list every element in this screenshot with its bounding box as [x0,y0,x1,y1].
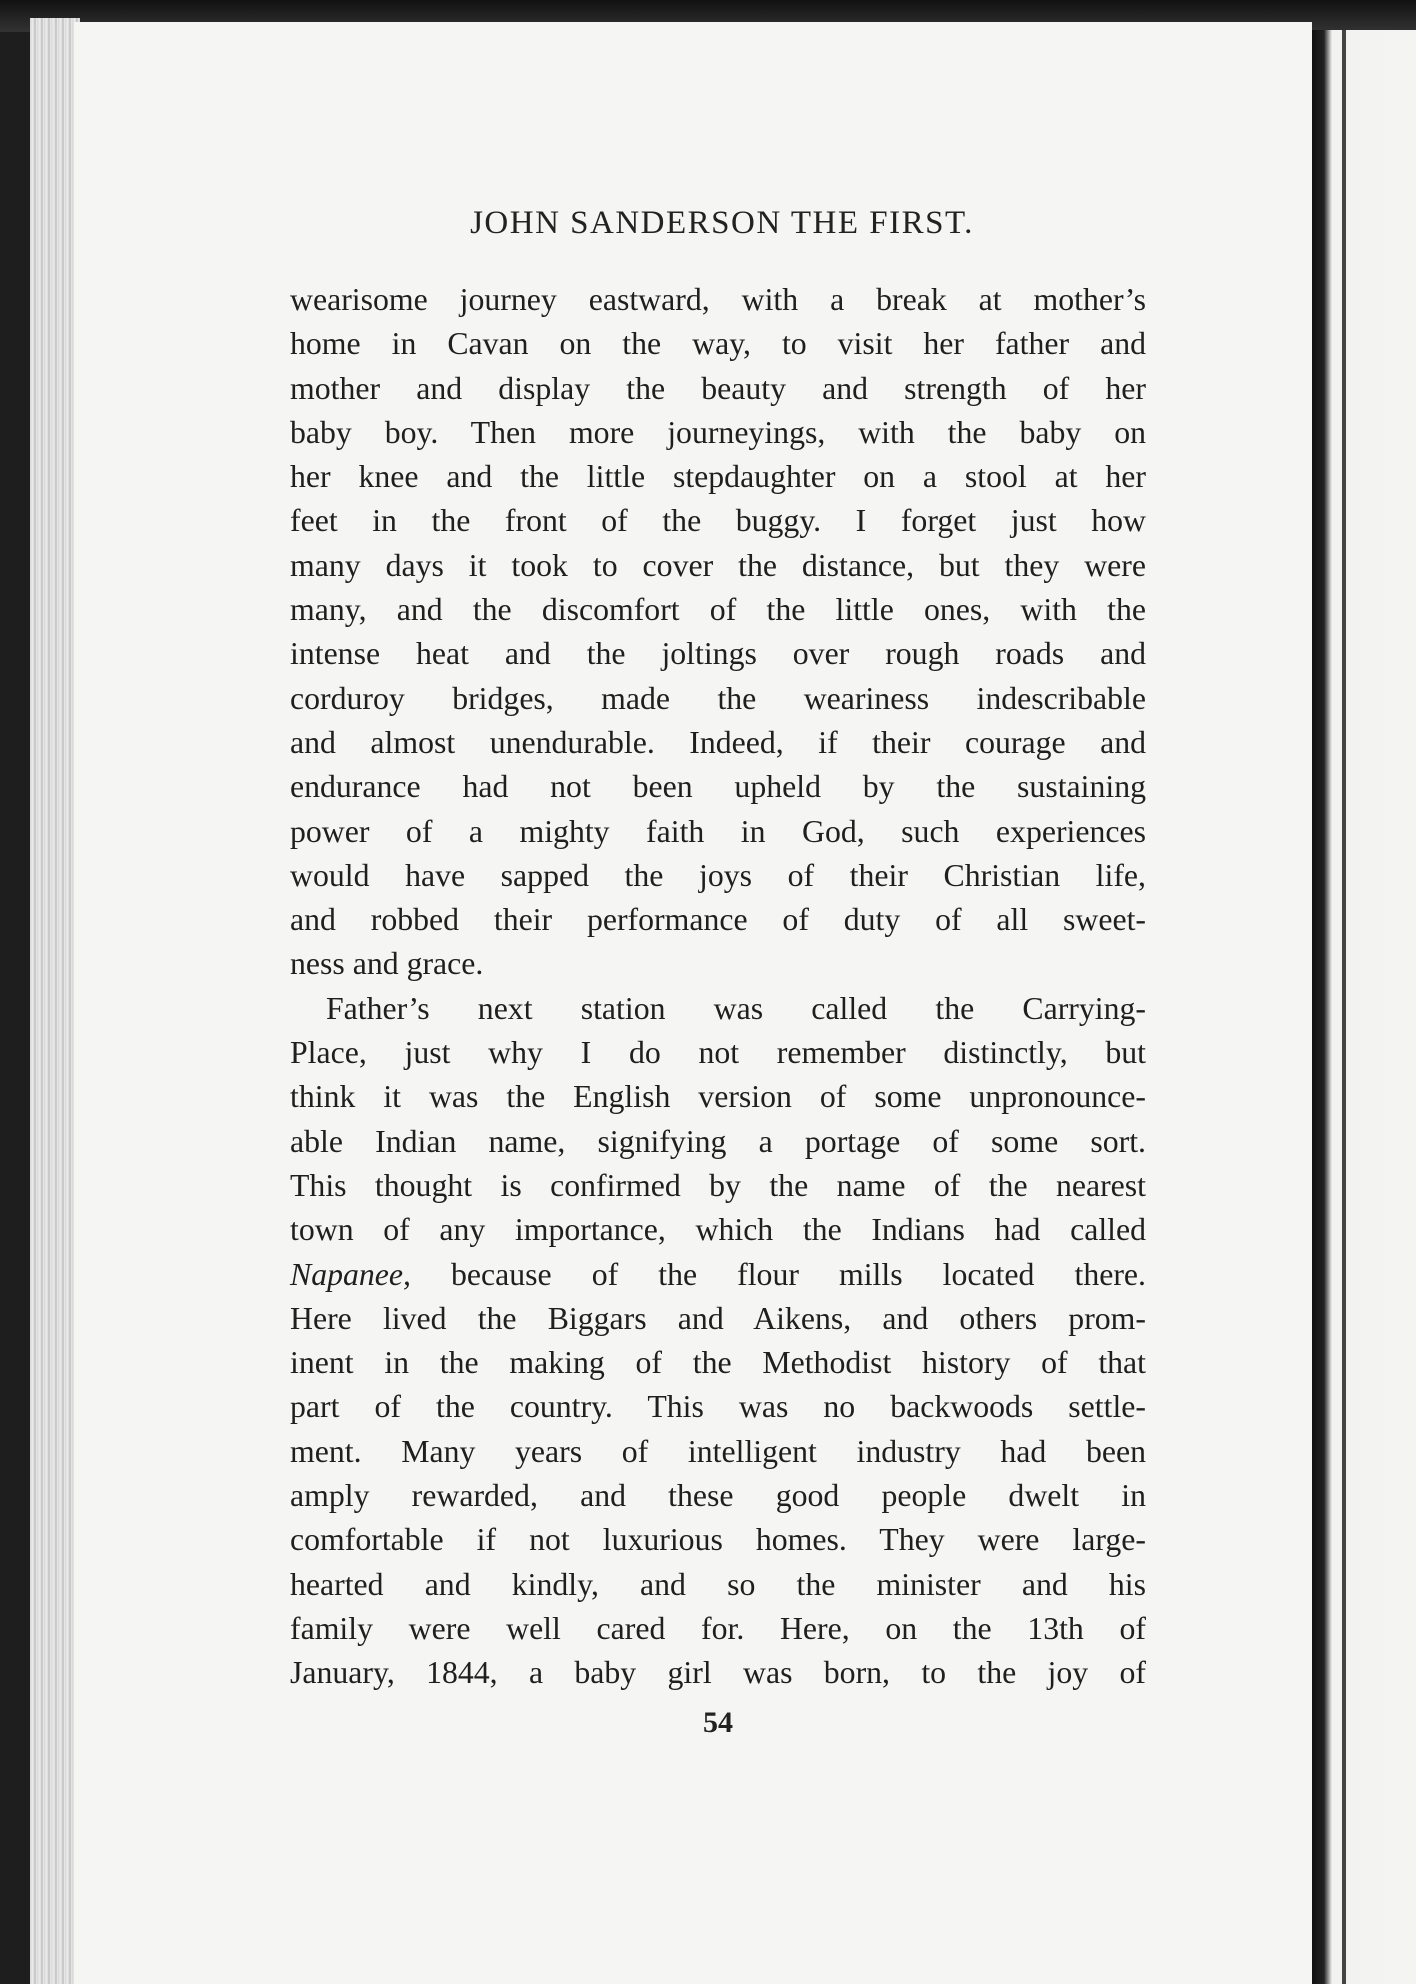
page-number: 54 [703,1706,733,1739]
text-line: and almost unendurable. Indeed, if their courage and [290,724,1146,760]
text-line: home in Cavan on the way, to visit her father and [290,326,1146,362]
text-line: intense heat and the joltings over rough roads and [290,636,1146,672]
text-line: endurance had not been upheld by the sustaining [290,769,1146,805]
text-line-with-italic [290,1253,1146,1297]
text-line: her knee and the little stepdaughter on a stool at her [290,459,1146,495]
text-line: Here lived the Biggars and Aikens, and others prom- [290,1300,1146,1336]
text-line: mother and display the beauty and strength of her [290,370,1146,406]
text-line: many, and the discomfort of the little ones, with the [290,592,1146,628]
text-line: Father’s next station was called the Carrying- [326,990,1146,1026]
text-line: wearisome journey eastward, with a break at mother’s [290,282,1146,317]
text-line: part of the country. This was no backwoods settle- [290,1389,1146,1425]
text-line: January, 1844, a baby girl was born, to the joy of [290,1655,1146,1691]
text-segment: because of the flour mills located there. [410,1256,1146,1292]
text-line: many days it took to cover the distance, but they were [290,547,1146,583]
paragraph-2 [290,987,1146,1696]
text-line: feet in the front of the buggy. I forget just how [290,503,1146,539]
gutter-shadow [1342,30,1346,1984]
text-line: think it was the English version of some unpronounce- [290,1079,1146,1115]
text-line: town of any importance, which the Indians had called [290,1212,1146,1248]
text-line: This thought is confirmed by the name of the nearest [290,1167,1146,1203]
text-line: family were well cared for. Here, on the 13th of [290,1610,1146,1646]
text-line: able Indian name, signifying a portage of some sort. [290,1123,1146,1159]
text-line: and robbed their performance of duty of all sweet- [290,902,1146,938]
paragraph-1 [290,278,1146,987]
running-head: JOHN SANDERSON THE FIRST. [470,205,974,241]
text-line: amply rewarded, and these good people dwelt in [290,1478,1146,1514]
text-line: corduroy bridges, made the weariness indescribable [290,680,1146,716]
text-line: Place, just why I do not remember distinctly, but [290,1035,1146,1071]
body-text [290,278,1146,1696]
text-line: hearted and kindly, and so the minister and his [290,1566,1146,1602]
text-line: ness and grace. [290,946,484,982]
book-page-edges [30,18,80,1984]
italic-place-name: Napanee, [290,1256,411,1292]
text-line: would have sapped the joys of their Christian life, [290,857,1146,893]
text-line: inent in the making of the Methodist history of that [290,1345,1146,1381]
text-line: power of a mighty faith in God, such experiences [290,813,1146,849]
text-line: baby boy. Then more journeyings, with the baby on [290,414,1146,450]
text-line: ment. Many years of intelligent industry had been [290,1433,1146,1469]
text-line: comfortable if not luxurious homes. They were large- [290,1522,1146,1558]
facing-page-edge [1312,30,1416,1984]
